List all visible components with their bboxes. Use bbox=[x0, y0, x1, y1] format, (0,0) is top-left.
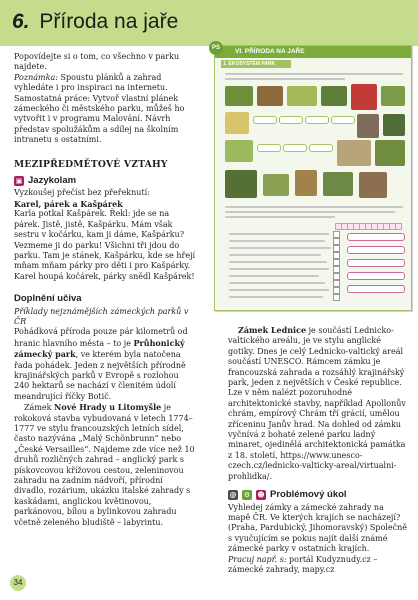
nove-hrady-text-b: je rokoková stavba vybudovaná v letech 1774–1777 ve stylu francouzských letních sídel, často nazývána „Malý Schönbrunn“ nebo „České Versailles“. Najdeme zde více než 10 druhů rozličných zahrad – anglický park s pískovcovou křížovou cestou, zeleninovou zahradu na zadním nádvoří, přírodní divadlo, rozárium, ukázku italské zahrady s kaskádami, anglickou květinovou, parkánovou, bílou a bylinkovou zahradu včetně zeleného bludiště – labyrintu. bbox=[14, 403, 195, 527]
inset-label bbox=[305, 116, 329, 124]
inset-text-line bbox=[225, 73, 403, 75]
lednice-paragraph bbox=[228, 325, 408, 482]
inset-statement bbox=[229, 275, 319, 277]
nove-hrady-bold: Nové Hrady u Litomyšle bbox=[54, 402, 162, 413]
work-text: portál Kudyznudy.cz – zámecké zahrady, mapy.cz bbox=[228, 554, 378, 574]
inset-statement bbox=[229, 261, 327, 263]
inset-statement bbox=[229, 268, 329, 270]
checkbox bbox=[333, 252, 340, 259]
inset-photo-plant bbox=[225, 86, 253, 106]
inset-photo-pond bbox=[323, 172, 353, 196]
inset-photo-meadow bbox=[375, 140, 405, 166]
inset-photo-owl bbox=[357, 114, 379, 138]
answer-box bbox=[347, 272, 405, 280]
page-number: 34 bbox=[10, 575, 26, 591]
supplement-subtitle: Příklady nejznámějších zámeckých parků v ČR bbox=[14, 306, 189, 326]
inset-text-line bbox=[225, 206, 403, 208]
inset-subtitle: 1. EKOSYSTÉM PARK bbox=[223, 61, 276, 67]
checkbox bbox=[333, 280, 340, 287]
inset-label bbox=[257, 144, 281, 152]
lednice-text: je součástí Lednicko-valtického areálu, je ve stylu anglické gotiky. Dnes je celý Lednicko-valtický areál součástí UNESCO. Rámcem zámku je francouzská zahrada a rozsáhlý krajinářský park, jeden z největších v České republice. Lze v něm nalézt pozoruhodné architektonické stavby, například Apollonův chrám, empírový Chrám tří grácií, umělou zříceninu Janův hrad. Na dohled od zámku vyčnívá z bohaté zelené parku ladný minaret, ojedinělá architektonická památka z 18. století, https://www.unesco-czech.cz/lednicko-valticky-areal/virtualni-prohlidka/. bbox=[228, 326, 406, 481]
checkbox bbox=[333, 266, 340, 273]
answer-box bbox=[347, 233, 405, 241]
intro-note bbox=[14, 73, 196, 146]
intro-line: Popovídejte si o tom, co všechno v parku najdete. bbox=[14, 52, 180, 72]
grid-cell bbox=[395, 223, 402, 230]
inset-statement bbox=[229, 289, 329, 291]
inset-photo-nest bbox=[359, 172, 387, 198]
inset-photo-animal bbox=[257, 86, 283, 106]
gear-icon: ⚙ bbox=[243, 491, 251, 500]
checkbox bbox=[333, 273, 340, 280]
tongue-twister-heading-text: Jazykolam bbox=[28, 175, 77, 187]
inset-statement bbox=[229, 240, 325, 242]
inset-photo-tree bbox=[321, 86, 347, 106]
inset-statement bbox=[229, 233, 329, 235]
inset-statement bbox=[229, 254, 321, 256]
pruhonice-paragraph bbox=[14, 327, 196, 402]
at-icon: @ bbox=[229, 491, 237, 500]
inset-statement bbox=[229, 247, 331, 249]
tongue-twister-title: Karel, párek a Kašpárek bbox=[14, 198, 123, 209]
chapter-title bbox=[12, 10, 178, 34]
inset-photo-flower bbox=[225, 112, 249, 134]
pruhonice-bold: Průhonický zámecký park bbox=[14, 337, 185, 360]
lednice-bold: Zámek Lednice bbox=[238, 325, 307, 335]
inset-photo-bush bbox=[383, 114, 405, 136]
inset-photo-insect bbox=[287, 86, 317, 106]
right-column bbox=[228, 325, 408, 575]
note-text: Spoustu plánků a zahrad vyhledáte i pro inspiraci na internetu. Samostatná práce: Vytvoř vlastní plánek zámeckého či městského parku, můžeš ho vytvořit i v programu Malování. Návrh představ spolužákům a sdílej na školním intranetu s ostatními. bbox=[14, 72, 185, 145]
inset-photo-squirrel bbox=[295, 170, 317, 196]
inset-photo-forest bbox=[225, 170, 257, 198]
people-icon: ☻ bbox=[257, 491, 265, 500]
inset-label bbox=[253, 116, 277, 124]
tongue-twister-lead: Vyzkoušej přečíst bez přeřeknutí: bbox=[14, 188, 150, 198]
inset-photo-bird bbox=[351, 84, 377, 110]
chapter-number: 6. bbox=[12, 10, 30, 33]
workbook-page-thumbnail bbox=[211, 45, 412, 311]
checkbox bbox=[333, 294, 340, 301]
problem-work bbox=[228, 555, 408, 576]
inset-photo-grass bbox=[225, 140, 253, 162]
tongue-twister-heading bbox=[14, 176, 196, 186]
pruhonice-text-b: , ve kterém byla natočena řada pohádek. Jeden z největších přírodně krajinářských parků v Evropě s rozlohou 240 hektarů se nachází v členitém údolí meandrující říčky Botič. bbox=[14, 350, 186, 401]
note-label: Poznámka: bbox=[14, 72, 58, 82]
left-column bbox=[14, 52, 196, 528]
checkbox bbox=[333, 231, 340, 238]
checkbox bbox=[333, 259, 340, 266]
book-icon: ▣ bbox=[15, 177, 23, 186]
workbook-badge: PS bbox=[209, 41, 223, 55]
nove-hrady-text-a: Zámek bbox=[24, 403, 55, 413]
problem-heading bbox=[228, 490, 408, 500]
inset-text-line bbox=[225, 78, 345, 80]
nove-hrady-paragraph bbox=[14, 402, 196, 528]
inset-text-line bbox=[225, 216, 335, 218]
answer-box bbox=[347, 285, 405, 293]
pruhonice-text-a: Pohádková příroda pouze pár kilometrů od hranic hlavního města – to je bbox=[14, 327, 188, 348]
inset-statement bbox=[229, 282, 325, 284]
supplement-heading: Doplnění učiva bbox=[14, 293, 82, 305]
work-label: Pracuj např. s: bbox=[228, 554, 287, 564]
inset-label bbox=[309, 144, 333, 152]
tongue-twister-text: Karla potkal Kašpárek. Řekl: jde se na párek. Jistě, jistě, Kašpárku. Mám však sestru v kočárku, kam ji dáme, Kašpárku? Vezmeme ji do parku! Všichni tři jdou do parku. Tam je stánek, Kašpárku, kde se hřejí mňam mňam párky pro děti i pro Kašpárky. Karel houpá kočárek, párky snědl Kašpárek! bbox=[14, 209, 196, 281]
chapter-title-text: Příroda na jaře bbox=[39, 10, 179, 33]
inset-statement bbox=[229, 296, 323, 298]
inset-photo-hedgehog bbox=[337, 140, 371, 166]
checkbox bbox=[333, 245, 340, 252]
checkbox bbox=[333, 238, 340, 245]
problem-text: Vyhledej zámky a zámecké zahrady na mapě ČR. Ve kterých krajích se nacházejí? (Praha, Pardubický, Jihomoravský) Společně s vyučujícím se pokus najít další známé zámecké parky v ostatních krajích. bbox=[228, 502, 408, 554]
cross-subject-heading: MEZIPŘEDMĚTOVÉ VZTAHY bbox=[14, 158, 168, 170]
checkbox bbox=[333, 287, 340, 294]
inset-label bbox=[331, 116, 355, 124]
answer-box bbox=[347, 246, 405, 254]
inset-label bbox=[279, 116, 303, 124]
inset-title: VI. PŘÍRODA NA JAŘE bbox=[235, 48, 305, 55]
inset-text-line bbox=[225, 211, 395, 213]
inset-photo-leaves bbox=[381, 86, 405, 106]
problem-heading-text: Problémový úkol bbox=[270, 489, 347, 501]
inset-label bbox=[283, 144, 307, 152]
answer-box bbox=[347, 259, 405, 267]
inset-photo-bird2 bbox=[263, 174, 289, 196]
